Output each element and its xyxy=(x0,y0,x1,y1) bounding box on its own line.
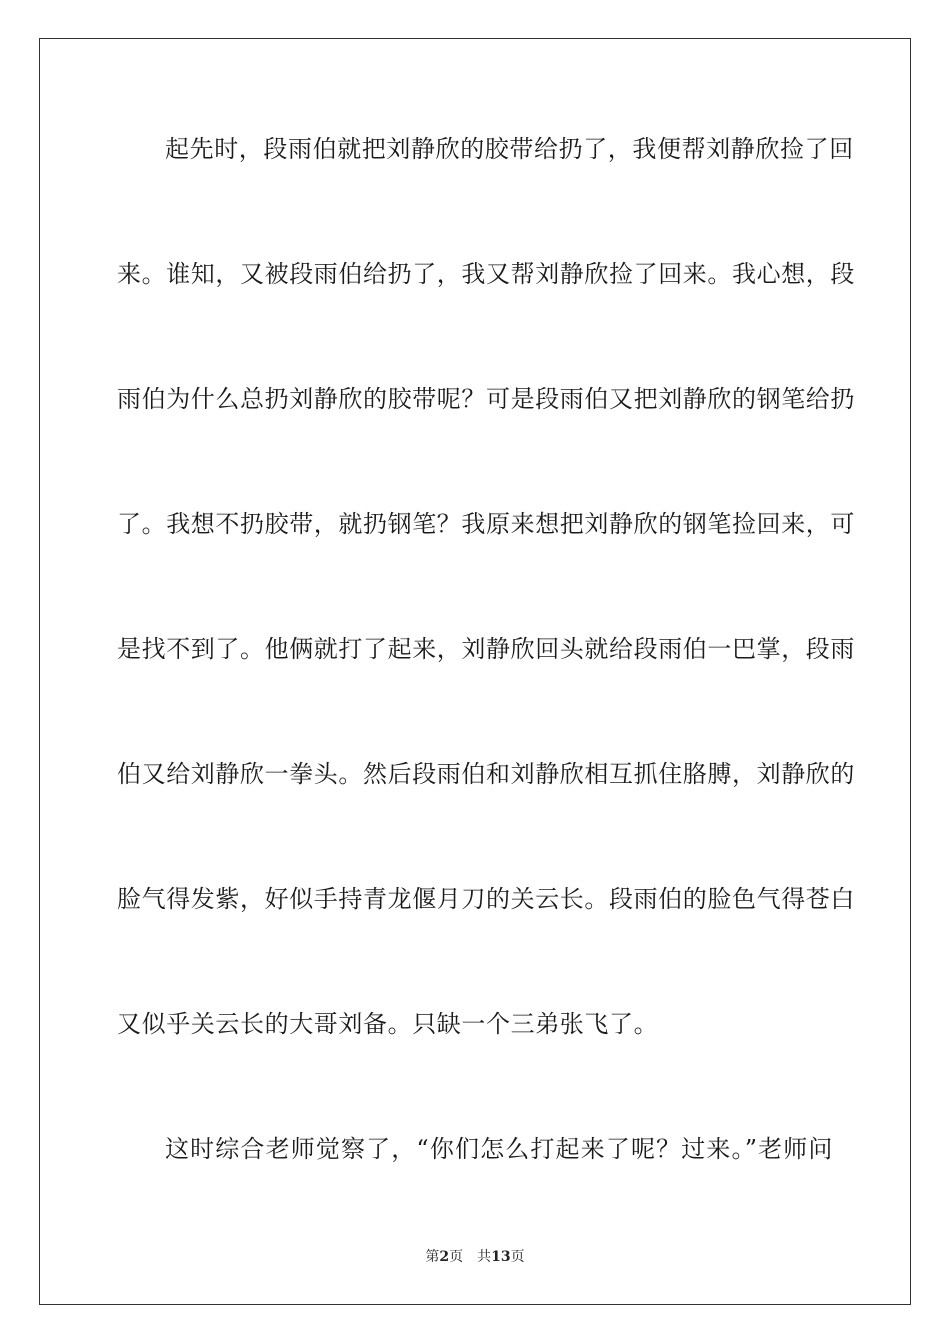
total-suffix: 页 xyxy=(510,1249,525,1265)
paragraph-1-line-3: 雨伯为什么总扔刘静欣的胶带呢？可是段雨伯又把刘静欣的钢笔给扔 xyxy=(117,385,855,413)
total-prefix: 共 xyxy=(477,1249,492,1265)
total-pages: 13 xyxy=(491,1249,511,1265)
page-prefix: 第 xyxy=(425,1249,440,1265)
paragraph-1-line-1: 起先时，段雨伯就把刘静欣的胶带给扔了，我便帮刘静欣捡了回 xyxy=(165,135,854,163)
page-footer xyxy=(0,1249,950,1265)
paragraph-1-line-6: 伯又给刘静欣一拳头。然后段雨伯和刘静欣相互抓住胳膊，刘静欣的 xyxy=(117,760,855,788)
paragraph-2-line-1: 这时综合老师觉察了，“你们怎么打起来了呢？过来。”老师问 xyxy=(165,1135,833,1163)
page-border xyxy=(39,38,911,1305)
paragraph-1-line-4: 了。我想不扔胶带，就扔钢笔？我原来想把刘静欣的钢笔捡回来，可 xyxy=(117,510,855,538)
paragraph-1-line-2: 来。谁知，又被段雨伯给扔了，我又帮刘静欣捡了回来。我心想，段 xyxy=(117,260,855,288)
page-suffix: 页 xyxy=(449,1249,464,1265)
paragraph-1-line-7: 脸气得发紫，好似手持青龙偃月刀的关云长。段雨伯的脸色气得苍白 xyxy=(117,885,855,913)
paragraph-1-line-8: 又似乎关云长的大哥刘备。只缺一个三弟张飞了。 xyxy=(117,1010,659,1038)
paragraph-1-line-5: 是找不到了。他俩就打了起来，刘静欣回头就给段雨伯一巴掌，段雨 xyxy=(117,635,855,663)
page-number: 2 xyxy=(439,1249,450,1265)
